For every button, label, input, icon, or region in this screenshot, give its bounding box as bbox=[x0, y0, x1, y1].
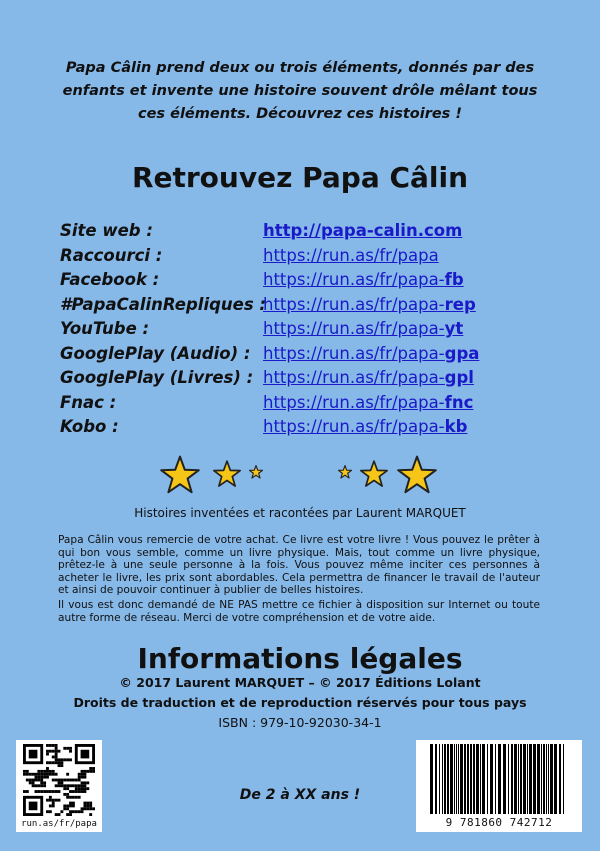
link-url-suffix: fnc bbox=[444, 392, 474, 412]
star-icon bbox=[249, 465, 263, 479]
link-url[interactable] bbox=[263, 417, 467, 436]
notice-text bbox=[58, 534, 540, 626]
star-icon bbox=[360, 460, 388, 488]
link-url[interactable] bbox=[263, 295, 476, 314]
find-title: Retrouvez Papa Câlin bbox=[131, 161, 469, 194]
star-icon bbox=[160, 455, 200, 495]
link-url[interactable] bbox=[263, 221, 462, 240]
link-url-suffix: gpa bbox=[444, 343, 480, 363]
link-label: Site web : bbox=[60, 221, 153, 240]
link-url-base: https://run.as/fr/papa- bbox=[263, 319, 445, 338]
stars-decoration bbox=[0, 455, 600, 500]
notice-paragraph: Il vous est donc demandé de NE PAS mettre ce fichier à disposition sur Internet ou toute autre forme de réseau. Merci de votre compréhension et de votre aide. bbox=[58, 598, 540, 624]
qr-code[interactable] bbox=[16, 740, 102, 832]
qr-code-image bbox=[23, 744, 95, 816]
star-icon bbox=[213, 460, 241, 488]
star-icon bbox=[338, 465, 352, 479]
qr-caption: run.as/fr/papa bbox=[21, 819, 97, 829]
rights-line: Droits de traduction et de reproduction réservés pour tous pays bbox=[73, 695, 527, 710]
link-url-base: https://run.as/fr/papa bbox=[263, 245, 439, 265]
legal-info bbox=[0, 673, 600, 733]
intro-text: Papa Câlin prend deux ou trois éléments, donnés par des enfants et invente une histoire souvent drôle mêlant tous ces éléments. Découvrez ces histoires ! bbox=[62, 60, 538, 122]
isbn-line: ISBN : 979-10-92030-34-1 bbox=[218, 715, 382, 730]
link-url-suffix: kb bbox=[444, 417, 468, 436]
link-label: Raccourci : bbox=[60, 245, 163, 265]
barcode-number: 9 781860 742712 bbox=[445, 816, 553, 829]
link-url[interactable] bbox=[263, 344, 479, 363]
link-url[interactable] bbox=[263, 270, 464, 289]
link-url-base: https://run.as/fr/papa- bbox=[263, 343, 445, 363]
link-url-suffix: yt bbox=[444, 319, 464, 338]
link-label: GooglePlay (Audio) : bbox=[60, 343, 251, 363]
notice-paragraph: Papa Câlin vous remercie de votre achat. Ce livre est votre livre ! Vous pouvez le prêter à qui bon vous semble, comme un livre physique. Mais, tout comme un livre physique, prêtez-le à une seule personne à la fois. Vous pouvez même inciter ces personnes à acheter le livre, les prix sont abordables. Cela permettra de financer le travail de l'auteur et ainsi de pouvoir continuer à publier de belles histoires. bbox=[58, 534, 540, 597]
star-icon bbox=[397, 455, 437, 495]
link-url-base: https://run.as/fr/papa- bbox=[263, 368, 445, 387]
link-label: #PapaCalinRepliques : bbox=[60, 294, 267, 314]
link-url[interactable] bbox=[263, 319, 463, 338]
link-url-suffix: rep bbox=[444, 294, 476, 314]
link-url[interactable] bbox=[263, 246, 439, 265]
link-label: Facebook : bbox=[60, 270, 160, 289]
link-url[interactable] bbox=[263, 393, 473, 412]
link-url-suffix: fb bbox=[444, 270, 464, 289]
link-label: Fnac : bbox=[60, 392, 117, 412]
link-url-base: https://run.as/fr/papa- bbox=[263, 294, 445, 314]
link-label: GooglePlay (Livres) : bbox=[60, 368, 254, 387]
link-url-base: https://run.as/fr/papa- bbox=[263, 392, 445, 412]
barcode bbox=[416, 740, 582, 832]
credit-line: Histoires inventées et racontées par Laurent MARQUET bbox=[134, 506, 466, 520]
link-label: YouTube : bbox=[60, 319, 150, 338]
link-url-base: https://run.as/fr/papa- bbox=[263, 270, 445, 289]
barcode-bars bbox=[430, 744, 568, 814]
copyright-line: © 2017 Laurent MARQUET – © 2017 Éditions Lolant bbox=[119, 675, 481, 690]
link-url-suffix: gpl bbox=[444, 368, 474, 387]
legal-title: Informations légales bbox=[137, 642, 463, 675]
link-label: Kobo : bbox=[60, 417, 119, 436]
link-url-base: http://papa-calin.com bbox=[263, 221, 463, 240]
link-url[interactable] bbox=[263, 368, 474, 387]
link-url-base: https://run.as/fr/papa- bbox=[263, 417, 445, 436]
age-range: De 2 à XX ans ! bbox=[239, 787, 361, 803]
